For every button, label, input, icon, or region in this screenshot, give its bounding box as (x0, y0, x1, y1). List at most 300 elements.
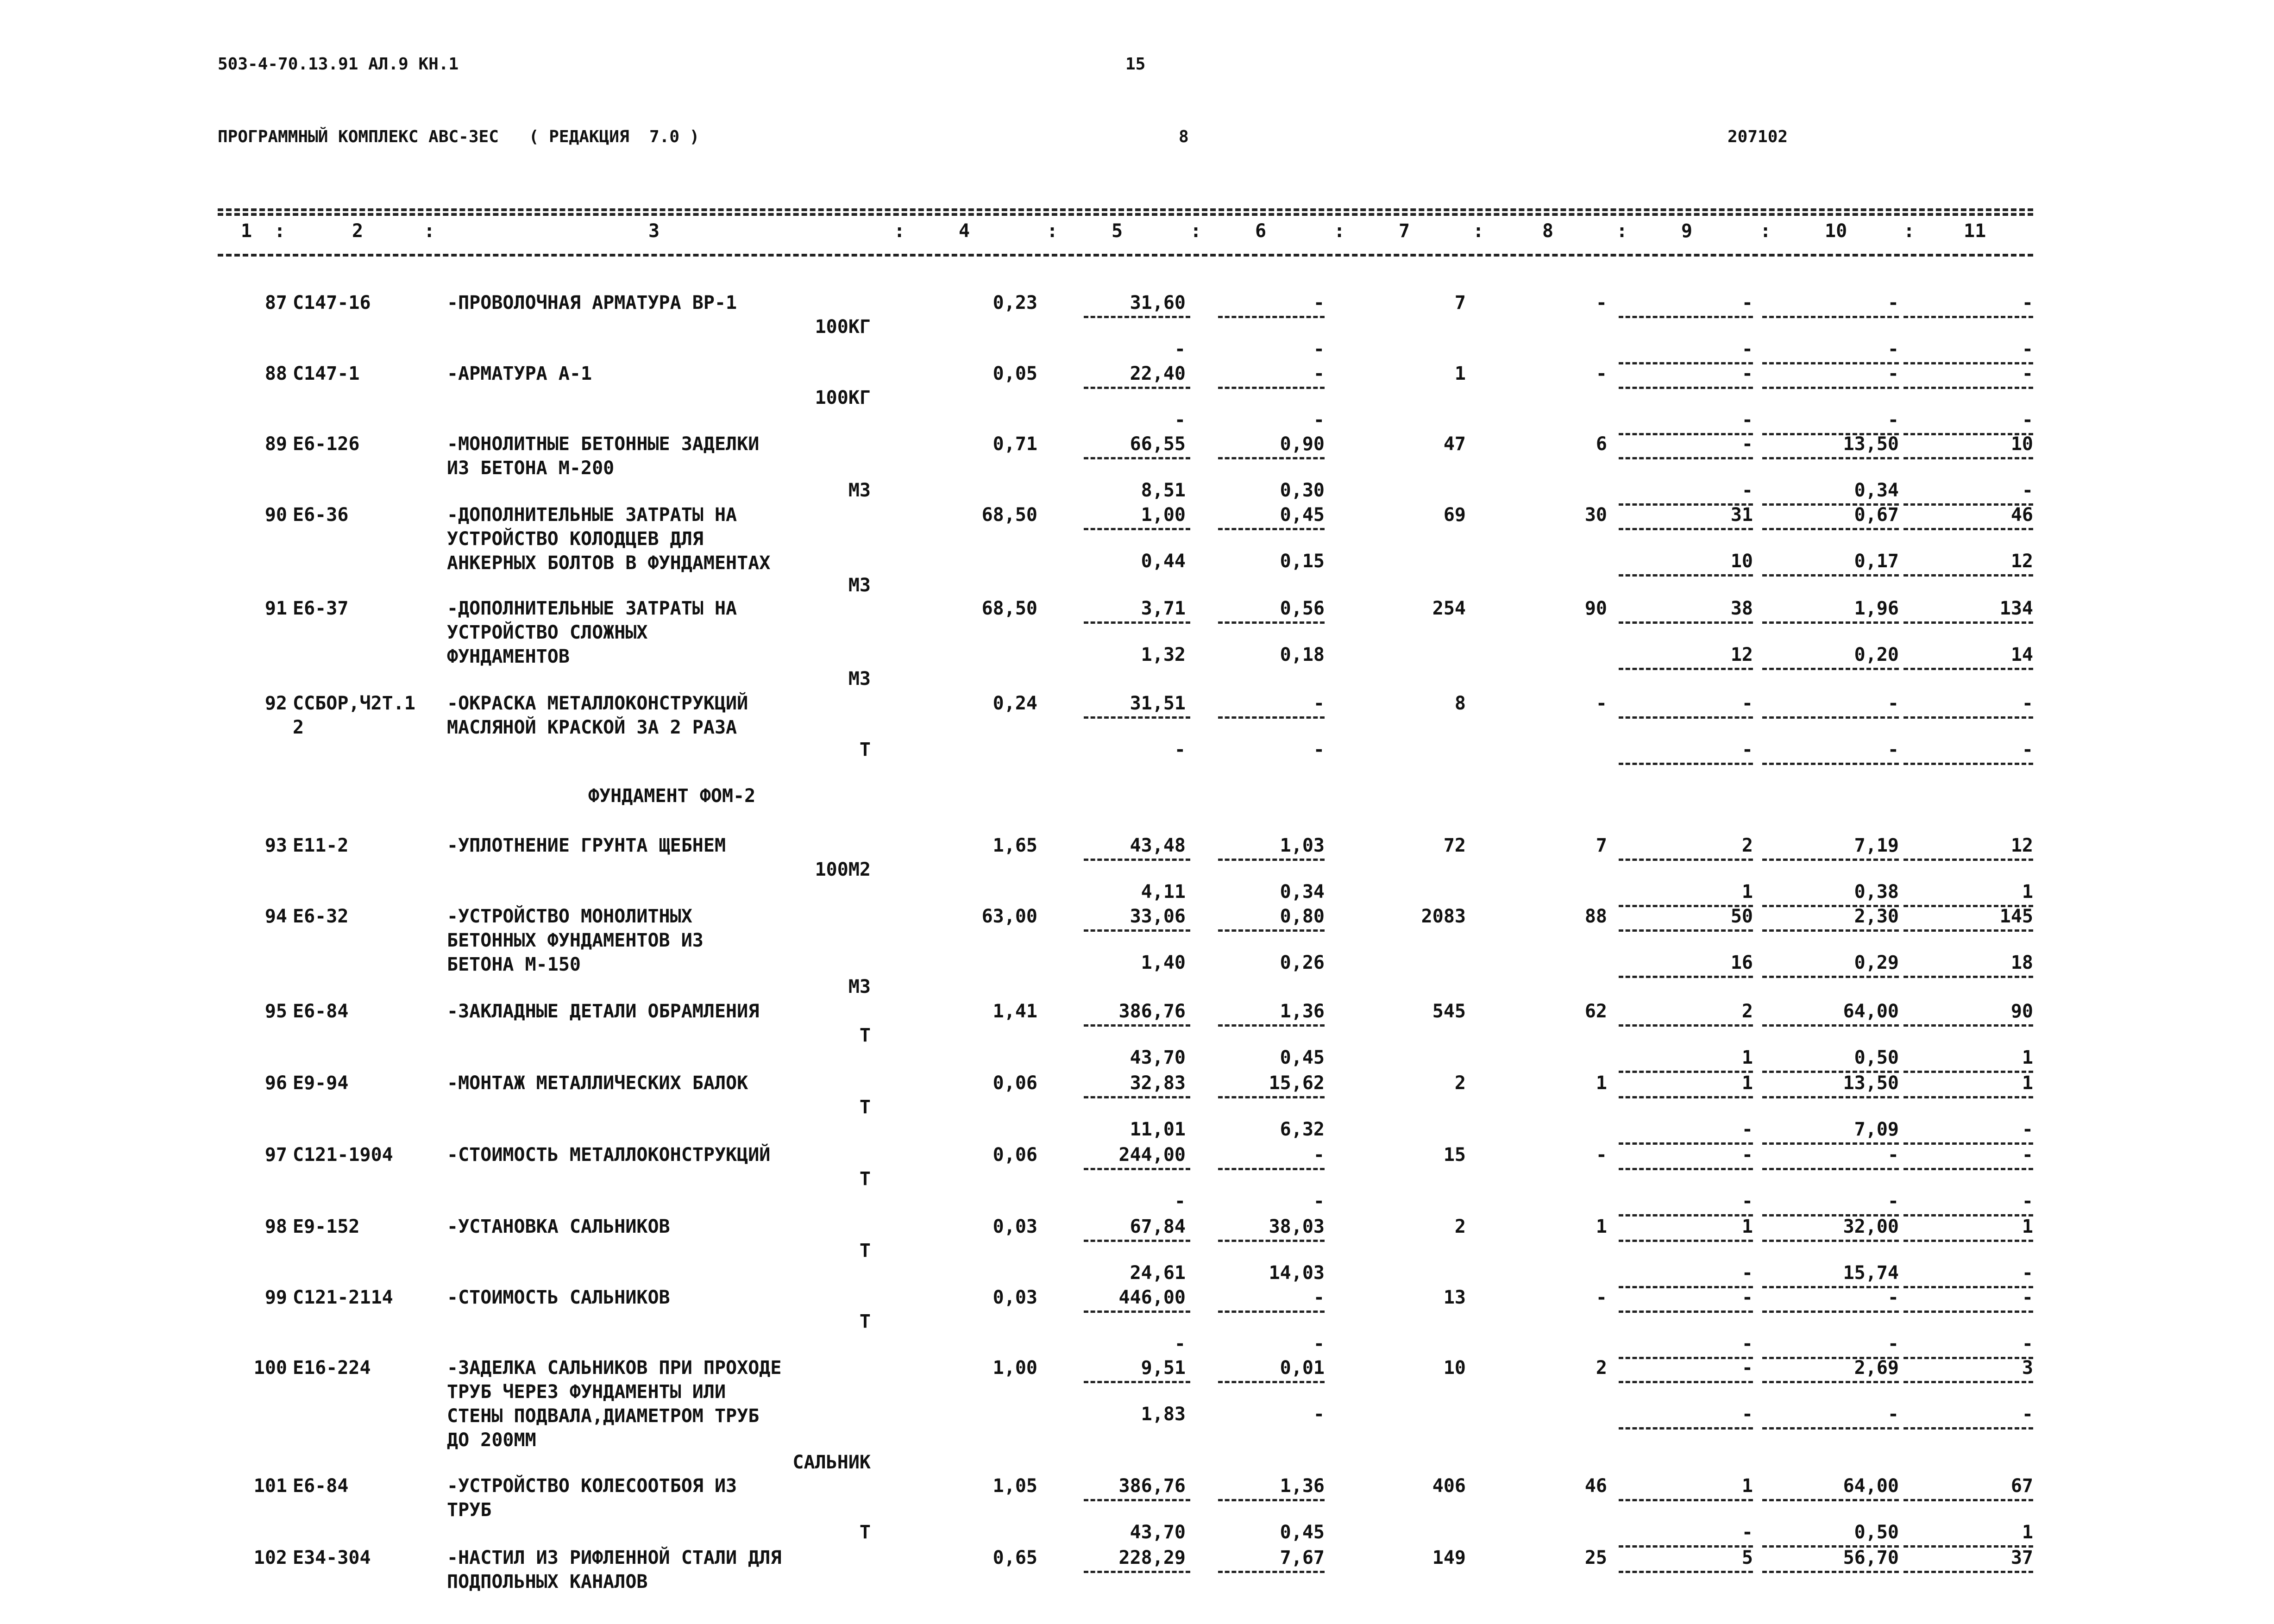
sub-rule (1762, 1381, 1899, 1383)
sub-rule (1218, 1571, 1325, 1573)
column-separator: : (1190, 220, 1202, 242)
cell-10b: 0,38 (1854, 881, 1899, 903)
row-code: Е16-224 (293, 1357, 371, 1379)
cell-6b: 0,18 (1280, 644, 1325, 665)
cell-5b: 1,40 (1141, 952, 1186, 973)
cell-9a: - (1741, 1144, 1753, 1166)
sub-rule (1619, 1240, 1753, 1242)
cell-8: - (1596, 292, 1607, 314)
sub-rule (1619, 668, 1753, 670)
cell-8: - (1596, 363, 1607, 384)
sub-rule (1762, 574, 1899, 577)
cell-10b: 0,20 (1854, 644, 1899, 665)
sub-rule (1619, 1024, 1753, 1027)
cell-6a: 0,56 (1280, 598, 1325, 619)
cell-5a: 386,76 (1118, 1001, 1186, 1022)
row-description: -СТОИМОСТЬ МЕТАЛЛОКОНСТРУКЦИЙ (447, 1144, 771, 1166)
cell-5b: 0,44 (1141, 551, 1186, 572)
sheet-number: 8 (1179, 127, 1189, 146)
cell-6a: 15,62 (1269, 1072, 1325, 1094)
cell-6b: 0,34 (1280, 881, 1325, 903)
cell-6a: - (1313, 292, 1325, 314)
cell-5b: 43,70 (1130, 1522, 1186, 1543)
column-header: 11 (1964, 220, 1986, 242)
cell-8: 2 (1596, 1357, 1607, 1379)
sub-rule (1619, 716, 1753, 719)
cell-5b: - (1174, 1191, 1186, 1212)
cell-7: 1 (1454, 363, 1466, 384)
cell-10a: 1,96 (1854, 598, 1899, 619)
column-separator: : (1473, 220, 1484, 242)
sub-rule (1084, 621, 1190, 624)
row-description: ПОДПОЛЬНЫХ КАНАЛОВ (447, 1571, 648, 1593)
column-separator: : (1903, 220, 1915, 242)
cell-11b: - (2022, 739, 2033, 760)
row-description: -МОНТАЖ МЕТАЛЛИЧЕСКИХ БАЛОК (447, 1072, 748, 1094)
cell-8: 7 (1596, 835, 1607, 856)
cell-7: 406 (1432, 1475, 1466, 1497)
column-header: 5 (1112, 220, 1123, 242)
row-description: -ОКРАСКА МЕТАЛЛОКОНСТРУКЦИЙ (447, 693, 748, 714)
cell-6b: 0,45 (1280, 1522, 1325, 1543)
cell-5b: 1,83 (1141, 1404, 1186, 1425)
sub-rule (1903, 574, 2033, 577)
row-description: -УСТРОЙСТВО КОЛЕСООТБОЯ ИЗ (447, 1475, 737, 1497)
cell-9a: - (1741, 292, 1753, 314)
sub-rule (1619, 316, 1753, 318)
cell-10b: 0,34 (1854, 480, 1899, 501)
cell-5a: 9,51 (1141, 1357, 1186, 1379)
cell-9a: 2 (1741, 835, 1753, 856)
cell-6b: 0,15 (1280, 551, 1325, 572)
cell-11b: - (2022, 339, 2033, 360)
document-code: 207102 (1727, 127, 1788, 146)
cell-10a: - (1887, 1144, 1899, 1166)
sub-rule (1903, 1427, 2033, 1430)
cell-6b: - (1313, 1191, 1325, 1212)
sub-rule (1762, 1168, 1899, 1170)
cell-7: 2 (1454, 1072, 1466, 1094)
column-header: 9 (1681, 220, 1693, 242)
cell-11a: 1 (2022, 1072, 2033, 1094)
sub-rule (1903, 668, 2033, 670)
row-number: 96 (264, 1072, 287, 1094)
sub-rule (1762, 1499, 1899, 1501)
cell-9b: - (1741, 339, 1753, 360)
row-description: -НАСТИЛ ИЗ РИФЛЕННОЙ СТАЛИ ДЛЯ (447, 1547, 782, 1568)
row-number: 87 (264, 292, 287, 314)
cell-10b: 15,74 (1843, 1262, 1899, 1284)
cell-9b: - (1741, 1119, 1753, 1140)
cell-10b: 0,29 (1854, 952, 1899, 973)
cell-10a: 64,00 (1843, 1001, 1899, 1022)
row-number: 99 (264, 1287, 287, 1308)
row-number: 95 (264, 1001, 287, 1022)
cell-7: 47 (1443, 433, 1466, 455)
sub-rule (1084, 1381, 1190, 1383)
cell-10b: - (1887, 1333, 1899, 1354)
cell-11a: 1 (2022, 1216, 2033, 1237)
cell-11b: - (2022, 480, 2033, 501)
cell-6b: - (1313, 339, 1325, 360)
cell-6b: - (1313, 1404, 1325, 1425)
cell-11a: 10 (2010, 433, 2033, 455)
row-quantity: 1,41 (993, 1001, 1037, 1022)
row-code-cont: 2 (293, 717, 304, 738)
cell-9b: - (1741, 1333, 1753, 1354)
sub-rule (1619, 859, 1753, 861)
row-code: Е11-2 (293, 835, 349, 856)
row-unit: Т (859, 1240, 871, 1261)
cell-6a: 0,90 (1280, 433, 1325, 455)
program-title: ПРОГРАММНЫЙ КОМПЛЕКС АВС-3ЕС ( РЕДАКЦИЯ 7.0 ) (218, 127, 700, 146)
row-code: С121-1904 (293, 1144, 393, 1166)
sub-rule (1084, 1168, 1190, 1170)
row-number: 97 (264, 1144, 287, 1166)
sub-rule (1762, 716, 1899, 719)
row-unit: 100М2 (815, 859, 871, 880)
cell-11a: - (2022, 292, 2033, 314)
column-separator: : (1334, 220, 1345, 242)
sub-rule (1619, 1427, 1753, 1430)
column-separator: : (894, 220, 905, 242)
row-description: -ЗАДЕЛКА САЛЬНИКОВ ПРИ ПРОХОДЕ (447, 1357, 782, 1379)
row-quantity: 0,06 (993, 1144, 1037, 1166)
sub-rule (1762, 387, 1899, 389)
cell-6b: - (1313, 1333, 1325, 1354)
cell-10a: 0,67 (1854, 504, 1899, 526)
cell-10b: - (1887, 409, 1899, 431)
cell-5b: 8,51 (1141, 480, 1186, 501)
row-code: Е9-152 (293, 1216, 360, 1237)
sub-rule (1903, 1310, 2033, 1313)
cell-10a: 13,50 (1843, 433, 1899, 455)
cell-5a: 1,00 (1141, 504, 1186, 526)
cell-9b: 10 (1730, 551, 1753, 572)
sub-rule (1619, 1310, 1753, 1313)
row-description: -СТОИМОСТЬ САЛЬНИКОВ (447, 1287, 670, 1308)
row-number: 93 (264, 835, 287, 856)
row-number: 98 (264, 1216, 287, 1237)
row-code: Е6-37 (293, 598, 349, 619)
cell-11b: - (2022, 1191, 2033, 1212)
column-separator: : (274, 220, 286, 242)
cell-5a: 32,83 (1130, 1072, 1186, 1094)
column-header: 2 (352, 220, 364, 242)
cell-11a: 67 (2010, 1475, 2033, 1497)
sub-rule (1903, 1024, 2033, 1027)
cell-7: 545 (1432, 1001, 1466, 1022)
cell-9a: - (1741, 433, 1753, 455)
cell-8: 25 (1584, 1547, 1607, 1568)
cell-6b: 0,30 (1280, 480, 1325, 501)
cell-10a: - (1887, 693, 1899, 714)
row-description: ФУНДАМЕНТОВ (447, 646, 570, 667)
sub-rule (1218, 1096, 1325, 1098)
row-description: -ДОПОЛНИТЕЛЬНЫЕ ЗАТРАТЫ НА (447, 598, 737, 619)
cell-7: 2083 (1421, 906, 1466, 927)
row-number: 100 (253, 1357, 287, 1379)
cell-10a: 2,69 (1854, 1357, 1899, 1379)
cell-6a: 1,03 (1280, 835, 1325, 856)
cell-6a: - (1313, 693, 1325, 714)
row-quantity: 63,00 (981, 906, 1037, 927)
sub-rule (1619, 387, 1753, 389)
cell-5b: - (1174, 739, 1186, 760)
cell-9a: - (1741, 363, 1753, 384)
section-title: ФУНДАМЕНТ ФОМ-2 (588, 785, 756, 807)
cell-11b: 12 (2010, 551, 2033, 572)
cell-10b: - (1887, 739, 1899, 760)
cell-7: 15 (1443, 1144, 1466, 1166)
cell-7: 8 (1454, 693, 1466, 714)
row-description: СТЕНЫ ПОДВАЛА,ДИАМЕТРОМ ТРУБ (447, 1405, 760, 1427)
sub-rule (1084, 1310, 1190, 1313)
cell-11b: 1 (2022, 1047, 2033, 1068)
row-number: 101 (253, 1475, 287, 1497)
column-separator: : (1616, 220, 1628, 242)
cell-9a: 38 (1730, 598, 1753, 619)
row-quantity: 1,05 (993, 1475, 1037, 1497)
sub-rule (1903, 316, 2033, 318)
cell-5b: 11,01 (1130, 1119, 1186, 1140)
sub-rule (1218, 716, 1325, 719)
cell-11b: - (2022, 1262, 2033, 1284)
row-number: 89 (264, 433, 287, 455)
sub-rule (1619, 457, 1753, 459)
sub-rule (1218, 316, 1325, 318)
sub-rule (1762, 1240, 1899, 1242)
cell-9a: - (1741, 1287, 1753, 1308)
cell-10b: 0,50 (1854, 1522, 1899, 1543)
cell-11a: 37 (2010, 1547, 2033, 1568)
column-header: 7 (1399, 220, 1410, 242)
cell-7: 254 (1432, 598, 1466, 619)
sub-rule (1903, 929, 2033, 932)
row-quantity: 0,03 (993, 1216, 1037, 1237)
row-description: -ПРОВОЛОЧНАЯ АРМАТУРА ВР-1 (447, 292, 737, 314)
cell-6a: 1,36 (1280, 1475, 1325, 1497)
cell-9a: 1 (1741, 1475, 1753, 1497)
cell-5b: 43,70 (1130, 1047, 1186, 1068)
sub-rule (1218, 457, 1325, 459)
cell-9a: 1 (1741, 1216, 1753, 1237)
sub-rule (1619, 1381, 1753, 1383)
row-description: УСТРОЙСТВО КОЛОДЦЕВ ДЛЯ (447, 528, 704, 550)
sub-rule (1762, 1571, 1899, 1573)
cell-10a: 32,00 (1843, 1216, 1899, 1237)
row-description: -УПЛОТНЕНИЕ ГРУНТА ЩЕБНЕМ (447, 835, 726, 856)
sub-rule (1903, 716, 2033, 719)
sub-rule (1762, 859, 1899, 861)
cell-10a: - (1887, 292, 1899, 314)
row-unit: Т (859, 1311, 871, 1332)
sub-rule (1084, 1571, 1190, 1573)
cell-6a: 7,67 (1280, 1547, 1325, 1568)
cell-10a: 56,70 (1843, 1547, 1899, 1568)
row-code: Е6-84 (293, 1475, 349, 1497)
cell-7: 69 (1443, 504, 1466, 526)
cell-6b: 6,32 (1280, 1119, 1325, 1140)
sub-rule (1619, 1096, 1753, 1098)
cell-8: 90 (1584, 598, 1607, 619)
sub-rule (1762, 528, 1899, 530)
cell-5a: 386,76 (1118, 1475, 1186, 1497)
cell-5b: 24,61 (1130, 1262, 1186, 1284)
row-number: 88 (264, 363, 287, 384)
doc-code: 503-4-70.13.91 АЛ.9 КН.1 (218, 55, 459, 74)
sub-rule (1903, 976, 2033, 978)
row-quantity: 0,06 (993, 1072, 1037, 1094)
cell-11a: - (2022, 1287, 2033, 1308)
row-unit: 100КГ (815, 316, 871, 338)
row-code: Е9-94 (293, 1072, 349, 1094)
cell-11a: 46 (2010, 504, 2033, 526)
cell-9a: 50 (1730, 906, 1753, 927)
sub-rule (1218, 528, 1325, 530)
cell-9a: - (1741, 1357, 1753, 1379)
cell-9b: 16 (1730, 952, 1753, 973)
sub-rule (1762, 1427, 1899, 1430)
sub-rule (1084, 716, 1190, 719)
cell-8: 1 (1596, 1216, 1607, 1237)
row-number: 90 (264, 504, 287, 526)
cell-5a: 67,84 (1130, 1216, 1186, 1237)
cell-6a: 0,80 (1280, 906, 1325, 927)
sub-rule (1762, 1024, 1899, 1027)
row-number: 94 (264, 906, 287, 927)
column-header: 3 (648, 220, 660, 242)
cell-5a: 22,40 (1130, 363, 1186, 384)
row-description: ТРУБ ЧЕРЕЗ ФУНДАМЕНТЫ ИЛИ (447, 1381, 726, 1403)
cell-9b: - (1741, 1191, 1753, 1212)
row-number: 102 (253, 1547, 287, 1568)
row-description: -УСТАНОВКА САЛЬНИКОВ (447, 1216, 670, 1237)
cell-10b: - (1887, 339, 1899, 360)
sub-rule (1619, 976, 1753, 978)
row-unit: М3 (848, 480, 871, 501)
cell-5b: - (1174, 339, 1186, 360)
sub-rule (1762, 976, 1899, 978)
cell-6a: - (1313, 363, 1325, 384)
cell-11b: - (2022, 1404, 2033, 1425)
cell-8: 62 (1584, 1001, 1607, 1022)
cell-8: 1 (1596, 1072, 1607, 1094)
row-code: Е6-32 (293, 906, 349, 927)
column-separator: : (1047, 220, 1058, 242)
cell-11b: 1 (2022, 881, 2033, 903)
cell-10b: 0,50 (1854, 1047, 1899, 1068)
table-top-rule-2 (218, 213, 2033, 216)
row-unit: 100КГ (815, 387, 871, 408)
cell-11a: - (2022, 1144, 2033, 1166)
cell-10b: 0,17 (1854, 551, 1899, 572)
sub-rule (1619, 1168, 1753, 1170)
cell-11a: 90 (2010, 1001, 2033, 1022)
cell-9a: 5 (1741, 1547, 1753, 1568)
sub-rule (1762, 1096, 1899, 1098)
cell-7: 2 (1454, 1216, 1466, 1237)
cell-7: 72 (1443, 835, 1466, 856)
cell-11b: - (2022, 1119, 2033, 1140)
cell-6b: - (1313, 739, 1325, 760)
sub-rule (1619, 929, 1753, 932)
row-quantity: 0,03 (993, 1287, 1037, 1308)
sub-rule (1619, 1571, 1753, 1573)
cell-8: 46 (1584, 1475, 1607, 1497)
cell-6a: 38,03 (1269, 1216, 1325, 1237)
row-unit: Т (859, 1025, 871, 1046)
sub-rule (1762, 621, 1899, 624)
cell-6a: 0,01 (1280, 1357, 1325, 1379)
row-description: БЕТОННЫХ ФУНДАМЕНТОВ ИЗ (447, 930, 704, 951)
column-header: 1 (241, 220, 252, 242)
row-quantity: 0,23 (993, 292, 1037, 314)
cell-11a: 145 (1999, 906, 2033, 927)
sub-rule (1218, 859, 1325, 861)
cell-11a: 12 (2010, 835, 2033, 856)
column-header: 8 (1542, 220, 1554, 242)
row-number: 91 (264, 598, 287, 619)
cell-5b: 4,11 (1141, 881, 1186, 903)
cell-8: - (1596, 693, 1607, 714)
cell-9a: 31 (1730, 504, 1753, 526)
sub-rule (1903, 859, 2033, 861)
sub-rule (1903, 457, 2033, 459)
row-quantity: 1,65 (993, 835, 1037, 856)
row-unit: М3 (848, 976, 871, 997)
sub-rule (1903, 528, 2033, 530)
row-description: МАСЛЯНОЙ КРАСКОЙ ЗА 2 РАЗА (447, 717, 737, 738)
cell-5b: - (1174, 1333, 1186, 1354)
sub-rule (1903, 1499, 2033, 1501)
row-description: ДО 200ММ (447, 1430, 536, 1451)
row-unit: Т (859, 1097, 871, 1118)
row-quantity: 0,24 (993, 693, 1037, 714)
cell-5b: - (1174, 409, 1186, 431)
column-header: 6 (1255, 220, 1267, 242)
cell-11b: 18 (2010, 952, 2033, 973)
row-description: -МОНОЛИТНЫЕ БЕТОННЫЕ ЗАДЕЛКИ (447, 433, 760, 455)
cell-5a: 31,51 (1130, 693, 1186, 714)
cell-9b: - (1741, 409, 1753, 431)
cell-9b: - (1741, 1522, 1753, 1543)
cell-5a: 446,00 (1118, 1287, 1186, 1308)
cell-7: 10 (1443, 1357, 1466, 1379)
cell-11b: - (2022, 409, 2033, 431)
cell-10a: - (1887, 363, 1899, 384)
sub-rule (1619, 621, 1753, 624)
row-quantity: 0,05 (993, 363, 1037, 384)
cell-5a: 43,48 (1130, 835, 1186, 856)
sub-rule (1218, 1381, 1325, 1383)
sub-rule (1084, 1024, 1190, 1027)
row-code: Е34-304 (293, 1547, 371, 1568)
sub-rule (1084, 457, 1190, 459)
cell-11a: - (2022, 693, 2033, 714)
cell-6b: 14,03 (1269, 1262, 1325, 1284)
cell-5a: 3,71 (1141, 598, 1186, 619)
cell-6b: 0,26 (1280, 952, 1325, 973)
row-unit: Т (859, 1522, 871, 1543)
column-header: 4 (959, 220, 970, 242)
cell-10a: 2,30 (1854, 906, 1899, 927)
cell-9b: 12 (1730, 644, 1753, 665)
page-number: 15 (1125, 55, 1146, 74)
row-code: ССБОР,Ч2Т.1 (293, 693, 415, 714)
sub-rule (1084, 859, 1190, 861)
sub-rule (1218, 1240, 1325, 1242)
